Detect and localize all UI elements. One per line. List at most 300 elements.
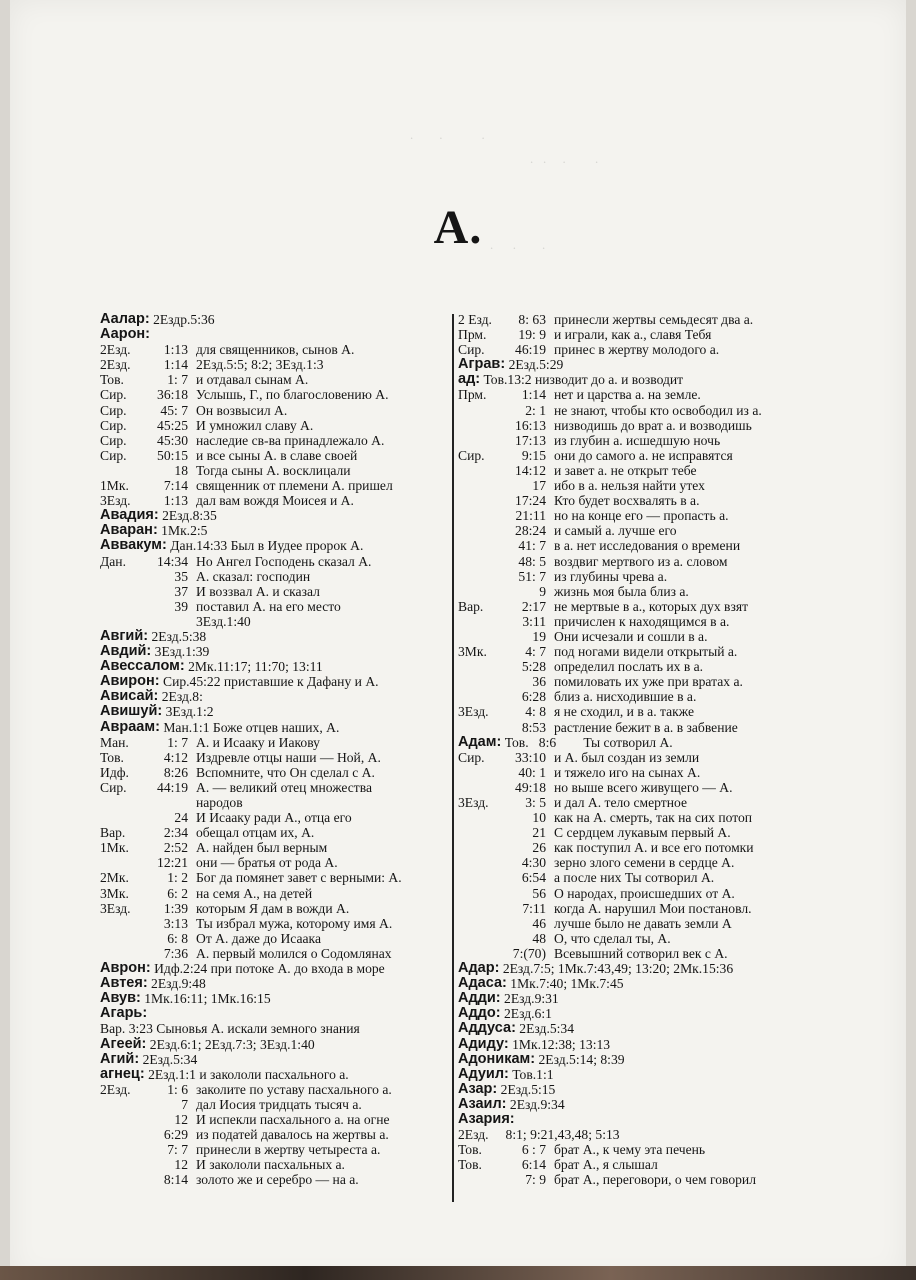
reference-line (100, 372, 448, 387)
book-abbrev: 2Езд. (100, 357, 131, 373)
book-abbrev (100, 1172, 142, 1187)
entry-reference: Ман.1:1 Боже отцев наших, А. (159, 719, 340, 735)
entry-reference: Тов. 8:6 Ты сотворил А. (501, 734, 673, 750)
chapter-verse: 19 (532, 628, 546, 644)
entry-reference: 2Езд.6:1; 2Езд.7:3; 3Езд.1:40 (146, 1036, 315, 1052)
headword: Азар: (458, 1081, 498, 1097)
entry-reference: 1Мк.2:5 (157, 523, 208, 539)
reference-line (458, 584, 810, 599)
chapter-verse: 5:28 (521, 659, 546, 675)
quote-text: причислен к находящимся в а. (554, 613, 730, 629)
entry-headword-line (458, 1067, 810, 1082)
quote-text: принесли в жертву четыреста а. (196, 1142, 381, 1158)
book-abbrev (458, 463, 500, 478)
chapter-verse: 7 (181, 1096, 188, 1112)
chapter-verse: 45:30 (157, 432, 188, 448)
chapter-verse: 8:14 (163, 1172, 188, 1188)
reference-line (100, 342, 448, 357)
chapter-verse: 1: 2 (167, 870, 188, 886)
reference-line (458, 448, 810, 463)
book-abbrev (100, 1112, 142, 1127)
entry-headword-line (100, 961, 448, 976)
chapter-verse: 6 : 7 (521, 1142, 546, 1158)
book-abbrev (100, 1157, 142, 1172)
quote-text: из глубины чрева а. (554, 568, 668, 584)
quote-text: не мертвые в а., которых дух взят (554, 598, 749, 614)
plain-line (458, 1127, 810, 1142)
chapter-verse: 45: 7 (160, 402, 188, 418)
book-abbrev: Вар. (458, 598, 484, 614)
quote-text: из глубин а. исшедшую ночь (554, 432, 721, 448)
quote-text: золото же и серебро — на а. (196, 1172, 359, 1188)
entry-reference: 2Езд. 8:1; 9:21,43,48; 5:13 (458, 1127, 620, 1143)
quote-text: и играли, как а., славя Тебя (554, 327, 712, 343)
book-abbrev (458, 901, 500, 916)
chapter-verse: 7: 7 (167, 1142, 188, 1158)
entry-headword-line (458, 1052, 810, 1067)
quote-text: и тяжело иго на сынах А. (554, 764, 701, 780)
reference-line (100, 1112, 448, 1127)
quote-text: как поступил А. и все его потомки (554, 840, 754, 856)
reference-line (100, 750, 448, 765)
quote-text: Ты избрал мужа, которому имя А. (196, 915, 393, 931)
quote-text: ибо в а. нельзя найти утех (554, 478, 705, 494)
chapter-verse: 48 (532, 930, 546, 946)
quote-text: брат А., я слышал (554, 1157, 658, 1173)
book-abbrev: 3Езд. (100, 900, 131, 916)
reference-line (100, 946, 448, 961)
entry-headword-line (100, 327, 448, 342)
entry-headword-line (458, 976, 810, 991)
book-abbrev: 1Мк. (100, 478, 129, 494)
reference-line (458, 478, 810, 493)
quote-text: наследие св-ва принадлежало А. (196, 432, 385, 448)
reference-line (100, 584, 448, 599)
book-abbrev: Сир. (100, 387, 127, 403)
reference-line (458, 1172, 810, 1187)
chapter-verse: 28:24 (515, 523, 546, 539)
entry-headword-line (100, 991, 448, 1006)
headword: Аалар: (100, 312, 150, 327)
book-abbrev (458, 554, 500, 569)
chapter-verse: 2:34 (163, 825, 188, 841)
quote-text: дал Иосия тридцать тысяч а. (196, 1096, 362, 1112)
book-abbrev: Сир. (458, 342, 485, 358)
quote-text: под ногами видели открытый а. (554, 644, 738, 660)
chapter-verse: 6: 2 (167, 885, 188, 901)
book-abbrev (458, 403, 500, 418)
plain-line (100, 1021, 448, 1036)
book-abbrev (458, 780, 500, 795)
book-abbrev: Тов. (458, 1142, 482, 1158)
reference-line (458, 327, 810, 342)
quote-text: Но Ангел Господень сказал А. (196, 553, 372, 569)
entry-headword-line (100, 1052, 448, 1067)
reference-line (458, 855, 810, 870)
quote-text: но на конце его — пропасть а. (554, 508, 729, 524)
entry-headword-line (100, 1006, 448, 1021)
entry-reference: 2Езд.5:29 (505, 357, 564, 373)
book-abbrev: 3Езд. (458, 704, 489, 720)
entry-reference: 1Мк.12:38; 13:13 (508, 1036, 611, 1052)
chapter-verse: 4:12 (163, 749, 188, 765)
headword: Агарь: (100, 1006, 148, 1022)
quote-text: и дал А. тело смертное (554, 795, 687, 810)
reference-line (458, 870, 810, 885)
chapter-verse: 36 (532, 674, 546, 690)
chapter-verse: 24 (174, 810, 188, 826)
chapter-verse: 6:29 (163, 1127, 188, 1143)
reference-line (100, 916, 448, 931)
entry-reference: 1Мк.16:11; 1Мк.16:15 (140, 991, 271, 1007)
quote-text: близ а. нисходившие в а. (554, 689, 697, 705)
entry-reference: 2Езд.8: (158, 689, 203, 705)
quote-text: И воззвал А. и сказал (196, 583, 320, 599)
chapter-verse: 12 (174, 1157, 188, 1173)
chapter-verse: 1: 6 (167, 1081, 188, 1097)
chapter-verse: 36:18 (157, 387, 188, 403)
entry-reference: Тов.13:2 низводит до а. и возводит (480, 372, 684, 388)
quote-text: и самый а. лучше его (554, 523, 677, 539)
entry-reference: 2Езд.5:38 (148, 628, 207, 644)
book-abbrev: Ман. (100, 734, 129, 750)
headword: Аврон: (100, 961, 151, 977)
reference-line (458, 720, 810, 735)
book-abbrev (100, 810, 142, 825)
reference-line (458, 312, 810, 327)
quote-text: лучше было не давать земли А (554, 915, 732, 931)
entry-reference: 2Езд.5:34 (139, 1051, 198, 1067)
headword: Аввакум: (100, 538, 167, 554)
reference-line (458, 493, 810, 508)
headword: Адаса: (458, 976, 507, 992)
entry-reference: 2Езд.1:1 и закололи пасхального а. (144, 1066, 349, 1082)
book-abbrev (100, 584, 142, 599)
headword: Адиду: (458, 1036, 509, 1052)
entry-reference: 1Мк.7:40; 1Мк.7:45 (506, 976, 624, 992)
continuation-line: народов (196, 795, 243, 810)
quote-text: И испекли пасхального а. на огне (196, 1111, 390, 1127)
chapter-verse: 1:14 (521, 387, 546, 403)
reference-line (100, 387, 448, 402)
headword: Аваран: (100, 523, 158, 539)
book-abbrev (458, 659, 500, 674)
chapter-verse: 37 (174, 583, 188, 599)
reference-line (458, 629, 810, 644)
column-divider (452, 314, 454, 1202)
reference-line (458, 599, 810, 614)
chapter-verse: 3:11 (522, 613, 546, 629)
book-abbrev (458, 946, 500, 961)
chapter-verse: 7:36 (163, 945, 188, 961)
book-abbrev: Сир. (100, 417, 127, 433)
quote-text: принесли жертвы семьдесят два а. (554, 312, 754, 327)
chapter-verse: 46:19 (515, 342, 546, 358)
chapter-verse: 7: 9 (525, 1172, 546, 1188)
reference-line (458, 554, 810, 569)
book-abbrev (458, 569, 500, 584)
reference-line (458, 901, 810, 916)
chapter-verse: 51: 7 (518, 568, 546, 584)
quote-text: А. и Исааку и Иакову (196, 734, 320, 750)
reference-line (100, 448, 448, 463)
book-abbrev (458, 825, 500, 840)
reference-line (458, 840, 810, 855)
quote-text: зерно злого семени в сердце А. (554, 855, 735, 871)
reference-line (100, 901, 448, 916)
reference-line (100, 569, 448, 584)
chapter-verse: 6: 8 (167, 930, 188, 946)
quote-text: в а. нет исследования о времени (554, 538, 741, 554)
quote-text: которым Я дам в вожди А. (196, 900, 350, 916)
chapter-verse: 9:15 (521, 447, 546, 463)
reference-line (458, 780, 810, 795)
book-abbrev (458, 584, 500, 599)
book-abbrev (458, 855, 500, 870)
quote-text: Они исчезали и сошли в а. (554, 628, 708, 644)
entry-reference: 3Езд.1:39 (151, 644, 210, 660)
reference-line (458, 825, 810, 840)
reference-line (100, 1142, 448, 1157)
reference-line (458, 538, 810, 553)
headword: Азаил: (458, 1096, 507, 1112)
book-abbrev: Тов. (458, 1157, 482, 1173)
entry-reference: 2Езд.5:15 (497, 1081, 556, 1097)
book-abbrev (100, 463, 142, 478)
chapter-verse: 4: 7 (525, 644, 546, 660)
entry-headword-line (100, 312, 448, 327)
entry-headword-line (100, 689, 448, 704)
headword: Адуил: (458, 1066, 509, 1082)
book-abbrev (458, 478, 500, 493)
book-abbrev: Вар. (100, 825, 126, 841)
headword: Аддуса: (458, 1021, 516, 1037)
reference-line (100, 599, 448, 614)
entry-headword-line (458, 1097, 810, 1112)
quote-text: Тогда сыны А. восклицали (196, 462, 351, 478)
chapter-verse: 7:(70) (512, 945, 546, 961)
entry-headword-line (100, 674, 448, 689)
book-abbrev (458, 508, 500, 523)
chapter-verse: 6:54 (521, 870, 546, 886)
chapter-verse: 41: 7 (518, 538, 546, 554)
chapter-verse: 6:14 (521, 1157, 546, 1173)
entry-headword-line (458, 1006, 810, 1021)
chapter-verse: 1: 7 (167, 372, 188, 388)
right-column (458, 312, 810, 1187)
book-abbrev: Тов. (100, 749, 124, 765)
headword: Адар: (458, 961, 500, 977)
book-abbrev (458, 689, 500, 704)
chapter-verse: 2: 1 (525, 402, 546, 418)
chapter-verse: 1:13 (163, 342, 188, 358)
chapter-verse: 14:12 (515, 462, 546, 478)
quote-text: я не сходил, и в а. также (554, 704, 694, 720)
book-abbrev (458, 720, 500, 735)
quote-text: Вспомните, что Он сделал с А. (196, 764, 375, 780)
quote-text: Кто будет восхвалять в а. (554, 493, 700, 509)
entry-headword-line (458, 357, 810, 372)
reference-line (100, 357, 448, 372)
chapter-verse: 3:13 (163, 915, 188, 931)
chapter-verse: 19: 9 (518, 327, 546, 343)
reference-line (100, 931, 448, 946)
quote-text: А. найден был верным (196, 840, 328, 856)
reference-line (100, 855, 448, 870)
quote-text: жизнь моя была близ а. (554, 583, 689, 599)
reference-line (100, 1082, 448, 1097)
headword: Аарон: (100, 327, 151, 343)
entry-reference: 2Езд.7:5; 1Мк.7:43,49; 13:20; 2Мк.15:36 (499, 961, 734, 977)
chapter-verse: 10 (532, 810, 546, 826)
quote-text: А. первый молился о Содомлянах (196, 945, 392, 961)
book-abbrev (458, 493, 500, 508)
reference-line (100, 1127, 448, 1142)
book-abbrev (458, 629, 500, 644)
book-abbrev: Дан. (100, 553, 126, 569)
headword: ад: (458, 372, 481, 388)
chapter-verse: 8: 63 (518, 312, 546, 327)
quote-text: для священников, сынов А. (196, 342, 355, 358)
chapter-verse: 12 (174, 1111, 188, 1127)
quote-text: как на А. смерть, так на сих потоп (554, 810, 753, 826)
entry-headword-line (100, 659, 448, 674)
book-abbrev: 2 Езд. (458, 312, 492, 327)
book-abbrev (100, 599, 142, 614)
entry-reference: 2Езд.9:34 (506, 1096, 565, 1112)
entry-reference: Тов.1:1 (508, 1066, 554, 1082)
chapter-verse: 8:53 (521, 719, 546, 735)
headword: Авув: (100, 991, 141, 1007)
reference-line (458, 403, 810, 418)
headword: Ависай: (100, 689, 159, 705)
entry-headword-line (458, 1021, 810, 1036)
chapter-verse: 18 (174, 462, 188, 478)
entry-reference: Сир.45:22 приставшие к Дафану и А. (159, 674, 379, 690)
headword: Аграв: (458, 357, 506, 373)
reference-line (100, 478, 448, 493)
entry-reference: 2Езд.9:48 (147, 976, 206, 992)
headword: Авессалом: (100, 659, 185, 675)
quote-text: брат А., к чему эта печень (554, 1142, 706, 1158)
reference-line (100, 886, 448, 901)
reference-line (458, 418, 810, 433)
chapter-verse: 1:14 (163, 357, 188, 373)
reference-line (100, 870, 448, 885)
entry-reference: Идф.2:24 при потоке А. до входа в море (150, 961, 385, 977)
reference-line (458, 463, 810, 478)
reference-line (458, 704, 810, 719)
entry-reference: 2Езд.6:1 (500, 1006, 552, 1022)
entry-reference: 2Езд.9:31 (500, 991, 559, 1007)
entry-reference: 2Езд.5:34 (515, 1021, 575, 1037)
plain-line (100, 614, 448, 629)
quote-text: С сердцем лукавым первый А. (554, 825, 731, 841)
book-abbrev: 2Мк. (100, 870, 129, 886)
book-abbrev: Сир. (100, 779, 127, 795)
chapter-verse: 39 (174, 598, 188, 614)
headword: Адам: (458, 734, 502, 750)
chapter-verse: 26 (532, 840, 546, 856)
chapter-verse: 17:24 (515, 493, 546, 509)
bleed-through-text: . . . . (530, 151, 599, 166)
quote-text: нет и царства а. на земле. (554, 387, 701, 403)
entry-reference: 2Мк.11:17; 11:70; 13:11 (184, 659, 323, 675)
chapter-verse: 1: 7 (167, 734, 188, 750)
book-abbrev (458, 418, 500, 433)
book-abbrev (458, 931, 500, 946)
reference-line (458, 795, 810, 810)
quote-text: дал вам вождя Моисея и А. (196, 493, 354, 509)
chapter-verse: 48: 5 (518, 553, 546, 569)
quote-text: а после них Ты сотворил А. (554, 870, 715, 886)
book-abbrev (458, 523, 500, 538)
quote-text: они — братья от рода А. (196, 855, 338, 871)
quote-text: и все сыны А. в славе своей (196, 447, 358, 463)
reference-line (100, 403, 448, 418)
entry-headword-line (100, 1067, 448, 1082)
quote-text: Бог да помянет завет с верными: А. (196, 870, 402, 886)
book-abbrev (458, 916, 500, 931)
book-abbrev (458, 433, 500, 448)
chapter-verse: 21 (532, 825, 546, 841)
entry-headword-line (458, 372, 810, 387)
entry-headword-line (100, 720, 448, 735)
chapter-verse: 16:13 (515, 417, 546, 433)
reference-line (100, 765, 448, 780)
book-abbrev (100, 1142, 142, 1157)
chapter-verse: 6:28 (521, 689, 546, 705)
chapter-verse: 35 (174, 568, 188, 584)
quote-text: и отдавал сынам А. (196, 372, 309, 388)
book-abbrev: 2Езд. (100, 342, 131, 358)
headword: Агеей: (100, 1036, 147, 1052)
entry-headword-line (458, 1112, 810, 1127)
reference-line (458, 387, 810, 402)
reference-line (100, 463, 448, 478)
reference-line (100, 554, 448, 569)
reference-line (458, 508, 810, 523)
quote-text: Услышь, Г., по благословению А. (196, 387, 389, 403)
chapter-verse: 17:13 (515, 432, 546, 448)
reference-line (100, 1157, 448, 1172)
book-abbrev: Сир. (100, 432, 127, 448)
entry-headword-line (100, 976, 448, 991)
reference-line (458, 810, 810, 825)
book-abbrev: 3Езд. (100, 493, 131, 509)
reference-line (458, 659, 810, 674)
entry-headword-line (100, 644, 448, 659)
table-surface (0, 1266, 916, 1280)
chapter-verse: 7:11 (522, 900, 546, 916)
headword: Аддо: (458, 1006, 501, 1022)
book-abbrev (458, 614, 500, 629)
left-column (100, 312, 448, 1187)
quote-text: священник от племени А. пришел (196, 478, 393, 494)
chapter-verse: 14:34 (157, 553, 188, 569)
quote-text: растление бежит в а. в забвение (554, 719, 738, 735)
book-abbrev: Идф. (100, 764, 129, 780)
reference-line (100, 418, 448, 433)
book-abbrev: 3Мк. (100, 885, 129, 901)
reference-line (458, 614, 810, 629)
reference-line (458, 886, 810, 901)
book-abbrev: 3Езд. (458, 795, 489, 810)
entry-headword-line (100, 523, 448, 538)
entry-reference: 2Ездр.5:36 (149, 312, 215, 327)
reference-line (100, 433, 448, 448)
reference-line (458, 674, 810, 689)
